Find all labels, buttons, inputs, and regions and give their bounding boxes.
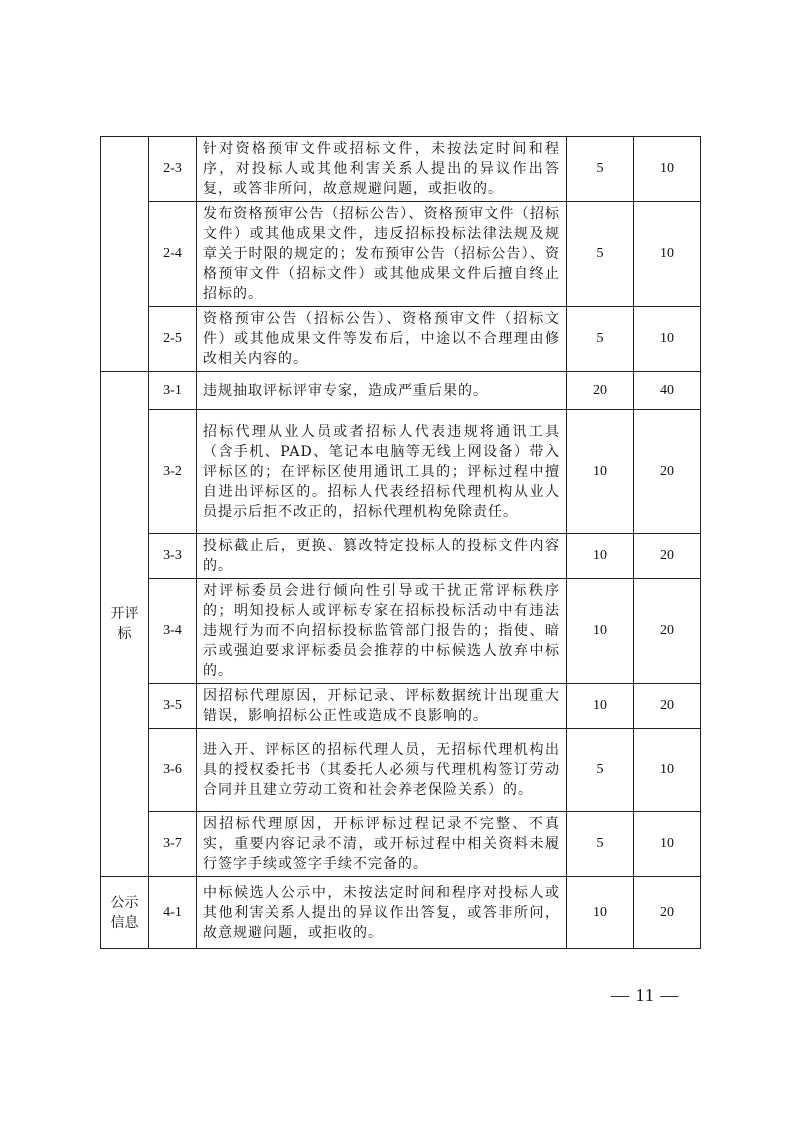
min-score: 5 (567, 729, 634, 812)
item-code: 2-4 (149, 202, 197, 307)
table-row (101, 372, 701, 410)
max-score: 10 (634, 307, 701, 372)
item-code: 3-6 (149, 729, 197, 812)
item-description: 因招标代理原因，开标评标过程记录不完整、不真实，重要内容记录不清，或开标过程中相关资料未履行签字手续或签字手续不完备的。 (197, 812, 567, 877)
max-score: 10 (634, 812, 701, 877)
item-description: 对评标委员会进行倾向性引导或干扰正常评标秩序的；明知投标人或评标专家在招标投标活动中有违法违规行为而不向招标投标监管部门报告的；指使、暗示或强迫要求评标委员会推荐的中标候选人放弃中标的。 (197, 579, 567, 684)
item-code: 3-5 (149, 684, 197, 729)
item-code: 2-3 (149, 137, 197, 202)
category-cell-blank (101, 137, 149, 372)
max-score: 20 (634, 877, 701, 949)
min-score: 10 (567, 579, 634, 684)
item-description: 招标代理从业人员或者招标人代表违规将通讯工具（含手机、PAD、笔记本电脑等无线上网设备）带入评标区的；在评标区使用通讯工具的；评标过程中擅自进出评标区的。招标人代表经招标代理机构从业人员提示后拒不改正的，招标代理机构免除责任。 (197, 410, 567, 534)
page-number: — 11 — (611, 985, 680, 1005)
max-score: 10 (634, 137, 701, 202)
min-score: 10 (567, 684, 634, 729)
table-row (101, 202, 701, 307)
min-score: 5 (567, 202, 634, 307)
min-score: 10 (567, 410, 634, 534)
min-score: 10 (567, 534, 634, 579)
table-row (101, 410, 701, 534)
item-code: 2-5 (149, 307, 197, 372)
rules-table (100, 136, 701, 949)
table-row (101, 579, 701, 684)
min-score: 20 (567, 372, 634, 410)
max-score: 20 (634, 684, 701, 729)
min-score: 5 (567, 307, 634, 372)
min-score: 10 (567, 877, 634, 949)
max-score: 20 (634, 410, 701, 534)
table-row (101, 684, 701, 729)
item-description: 投标截止后，更换、篡改特定投标人的投标文件内容的。 (197, 534, 567, 579)
item-description: 进入开、评标区的招标代理人员，无招标代理机构出具的授权委托书（其委托人必须与代理机构签订劳动合同并且建立劳动工资和社会养老保险关系）的。 (197, 729, 567, 812)
item-code: 3-1 (149, 372, 197, 410)
min-score: 5 (567, 812, 634, 877)
item-description: 违规抽取评标评审专家，造成严重后果的。 (197, 372, 567, 410)
item-code: 4-1 (149, 877, 197, 949)
max-score: 20 (634, 534, 701, 579)
item-description: 针对资格预审文件或招标文件，未按法定时间和程序，对投标人或其他利害关系人提出的异议作出答复，或答非所问，故意规避问题，或拒收的。 (197, 137, 567, 202)
table-row (101, 137, 701, 202)
max-score: 10 (634, 729, 701, 812)
item-code: 3-7 (149, 812, 197, 877)
item-description: 资格预审公告（招标公告）、资格预审文件（招标文件）或其他成果文件等发布后，中途以不合理理由修改相关内容的。 (197, 307, 567, 372)
max-score: 10 (634, 202, 701, 307)
table-row (101, 812, 701, 877)
category-cell: 开评标 (101, 372, 149, 877)
item-description: 发布资格预审公告（招标公告）、资格预审文件（招标文件）或其他成果文件，违反招标投标法律法规及规章关于时限的规定的；发布预审公告（招标公告）、资格预审文件（招标文件）或其他成果文件后擅自终止招标的。 (197, 202, 567, 307)
category-cell: 公示信息 (101, 877, 149, 949)
item-description: 中标候选人公示中，未按法定时间和程序对投标人或其他利害关系人提出的异议作出答复，或答非所问，故意规避问题，或拒收的。 (197, 877, 567, 949)
item-description: 因招标代理原因，开标记录、评标数据统计出现重大错误，影响招标公正性或造成不良影响的。 (197, 684, 567, 729)
item-code: 3-2 (149, 410, 197, 534)
table-row (101, 729, 701, 812)
table-row (101, 877, 701, 949)
max-score: 40 (634, 372, 701, 410)
item-code: 3-3 (149, 534, 197, 579)
table-row (101, 307, 701, 372)
item-code: 3-4 (149, 579, 197, 684)
min-score: 5 (567, 137, 634, 202)
table-row (101, 534, 701, 579)
max-score: 20 (634, 579, 701, 684)
